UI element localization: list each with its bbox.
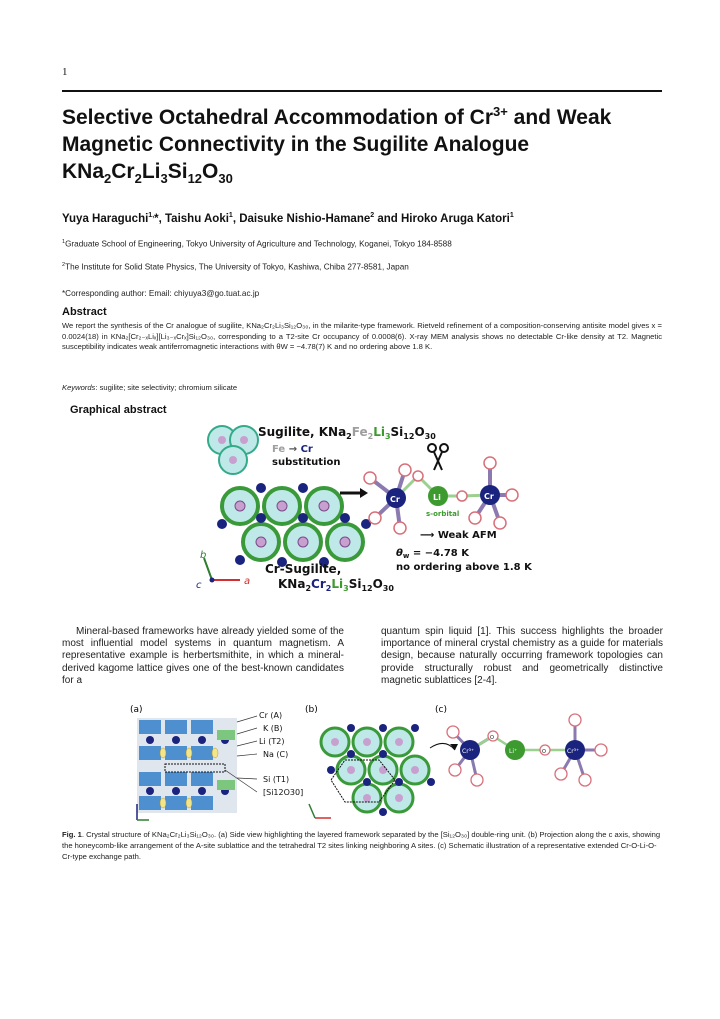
title-formula: $KNa_2Cr_2Li_3Si_{12}O_{30}$ <box>62 160 233 187</box>
svg-text:Li: Li <box>433 493 441 502</box>
svg-text:Li (T2): Li (T2) <box>259 737 285 746</box>
svg-text:Cr (A): Cr (A) <box>259 711 283 720</box>
keywords: Keywords: sugilite; site selectivity; chromium silicate <box>62 383 238 392</box>
panel-b-structure <box>309 724 458 818</box>
figure-legend <box>259 711 303 797</box>
svg-text:KNa2Cr2Li3Si12O30: $KNa_2Cr_2Li_3Si_{12}O_{30}$ <box>278 577 394 593</box>
abstract-text: We report the synthesis of the Cr analogue of sugilite, KNa₂Cr₂Li₃Si₁₂O₃₀, in the milarite-type framework. Rietveld refinement of a composition-conserving antisite model gives x = 0.0024(18) in KNa₂[Cr₂₋ₓLiₓ][Li₃₋ₓCrₓ]Si₁₂O₃₀, corresponding to a T2-site Cr occupancy of 0.0008(6). X-ray MEM analysis shows no detectable Cr-like density at T2. Magnetic susceptibility indicates weak antiferromagnetic interactions with θW = −4.78(7) K and no ordering above 1.8 K. <box>62 321 662 352</box>
corresponding-author: *Corresponding author: Email: chiyuya3@go.tuat.ac.jp <box>62 289 260 298</box>
svg-text:O: O <box>490 735 494 741</box>
panel-a-label: (a) <box>130 705 143 715</box>
svg-text:a: a <box>244 576 251 587</box>
svg-text:c: c <box>196 580 202 591</box>
title-sup: 3+ <box>493 104 508 119</box>
header-rule <box>62 90 662 92</box>
svg-text:Cr³⁺: Cr³⁺ <box>567 748 580 755</box>
paper-title <box>62 104 662 185</box>
svg-text:θw = −4.78 K: $\theta_w = -4.78$ K <box>396 548 469 560</box>
svg-text:no ordering above 1.8 K: no ordering above 1.8 K <box>396 562 532 573</box>
author-list: Yuya Haraguchi$^{1,}$*, Taishu Aoki$^1$, Daisuke Nishio-Hamane$^2$ and Hiroko Aruga Katori$^1$ <box>62 212 514 225</box>
svg-text:K (B): K (B) <box>263 724 283 733</box>
scissors-icon <box>428 444 448 470</box>
svg-text:Fe → Cr: Fe → Cr <box>272 444 313 455</box>
title-line1-end: and Weak <box>507 106 612 129</box>
sugilite-icon <box>208 426 258 474</box>
svg-text:Cr-Sugilite,: Cr-Sugilite, <box>265 562 342 576</box>
svg-text:Si (T1): Si (T1) <box>263 775 290 784</box>
page-number: 1 <box>62 66 68 78</box>
svg-text:Sugilite, KNa2Fe2Li3Si12O30: Sugilite, $KNa_2Fe_2Li_3Si_{12}O_{30}$ <box>258 425 436 441</box>
affiliation-1: $^1$Graduate School of Engineering, Tokyo University of Agriculture and Technology, Koganei, Tokyo 184-8588 <box>62 239 452 249</box>
svg-text:O: O <box>542 749 546 755</box>
body-text-left: Mineral-based frameworks have already yielded some of the most influential model systems in quantum magnetism. A representative example is herbertsmithite, in which a mineral-derived kagome lattice gives one of the best-known candidates for a <box>62 626 344 686</box>
abstract-heading: Abstract <box>62 306 107 318</box>
title-line1: Selective Octahedral Accommodation of Cr <box>62 106 494 129</box>
graphical-abstract-heading: Graphical abstract <box>70 404 167 416</box>
graphical-abstract-figure <box>196 418 532 598</box>
svg-text:substitution: substitution <box>272 457 341 468</box>
panel-b-label: (b) <box>305 705 318 715</box>
svg-text:[Si12O30]: [Si12O30] <box>263 788 304 797</box>
svg-text:Cr: Cr <box>484 492 494 501</box>
cr-sugilite-lattice <box>205 483 371 568</box>
figure-1-caption: Fig. 1. Crystal structure of KNa₂Cr₂Li₃Si₁₂O₃₀. (a) Side view highlighting the layered framework separated by the [Si₁₂O₃₀] double-ring unit. (b) Projection along the c axis, showing the honeycomb-like arrangement of the A-site sublattice and the tetrahedral T2 sites linking neighboring A sites. (c) Schematic illustration of a representative extended Cr-O-Li-O-Cr-type exchange path. <box>62 830 661 861</box>
title-line2: Magnetic Connectivity in the Sugilite Analogue <box>62 133 530 156</box>
svg-text:⟶ Weak AFM: ⟶ Weak AFM <box>420 530 497 541</box>
axes-b <box>309 804 331 818</box>
svg-text:b: b <box>200 550 207 561</box>
panel-a-structure <box>137 716 257 820</box>
svg-text:Cr³⁺: Cr³⁺ <box>462 748 475 755</box>
svg-text:Li⁺: Li⁺ <box>509 748 518 755</box>
svg-text:Cr: Cr <box>390 495 400 504</box>
exchange-path-schematic <box>364 444 518 534</box>
figure-1 <box>125 700 640 825</box>
svg-text:s-orbital: s-orbital <box>426 510 460 518</box>
panel-c-label: (c) <box>435 705 447 715</box>
affiliation-2: $^2$The Institute for Solid State Physics, The University of Tokyo, Kashiwa, Chiba 277-8581, Japan <box>62 262 409 272</box>
svg-text:Na (C): Na (C) <box>263 750 289 759</box>
body-text-right: quantum spin liquid [1]. This success highlights the broader importance of mineral crystal chemistry as a guide for materials design, because naturally occurring framework topologies can provide structurally robust and geometrically distinctive magnetic sublattices [2-4]. <box>381 626 663 686</box>
panel-c-structure <box>447 714 607 786</box>
